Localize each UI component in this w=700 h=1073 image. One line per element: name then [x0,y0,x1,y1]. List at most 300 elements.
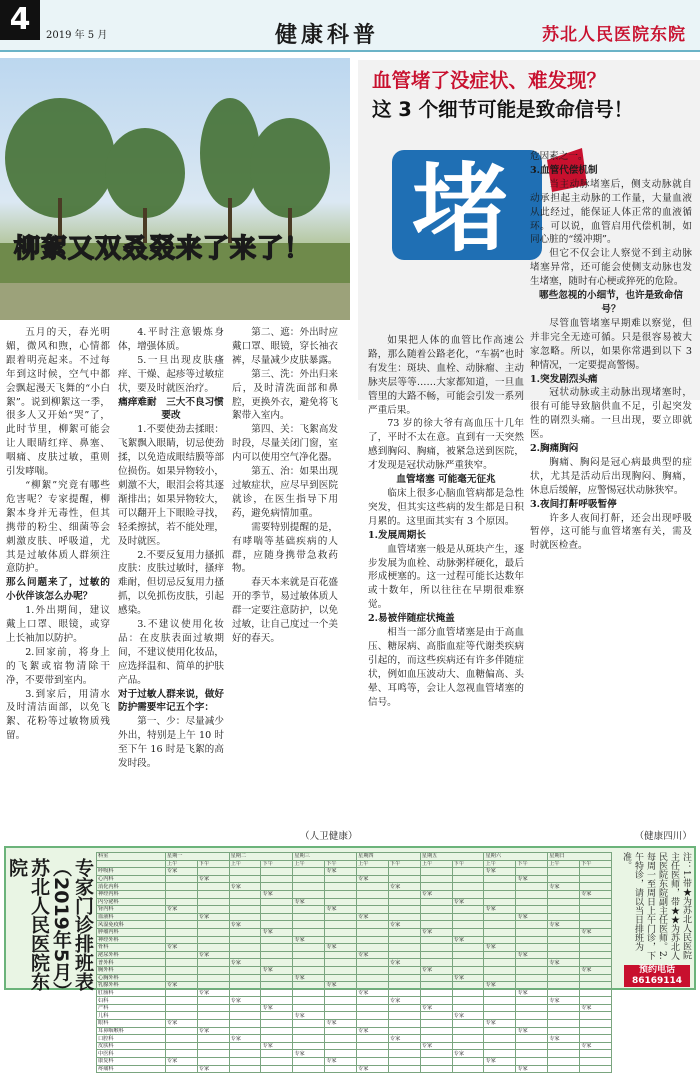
empty-cell [484,898,516,906]
empty-cell [484,921,516,929]
table-subheader-cell: 上午 [293,860,325,868]
empty-cell [165,966,197,974]
phone-number: 86169114 [631,976,683,986]
empty-cell [388,951,420,959]
table-subheader-cell: 下午 [325,860,357,868]
table-subheader-cell: 下午 [452,860,484,868]
empty-cell [261,868,293,876]
empty-cell [548,1020,580,1028]
phone-label: 预约电话 [638,965,675,975]
doctor-cell: 专家 [325,1058,357,1066]
empty-cell [516,1042,548,1050]
table-row [97,1058,612,1066]
empty-cell [452,928,484,936]
table-row [97,1042,612,1050]
empty-cell [580,951,612,959]
empty-cell [165,913,197,921]
empty-cell [229,944,261,952]
empty-cell [229,868,261,876]
empty-cell [580,1035,612,1043]
table-subheader-cell: 下午 [388,860,420,868]
empty-cell [165,921,197,929]
empty-cell [484,913,516,921]
empty-cell [516,890,548,898]
table-row [97,944,612,952]
empty-cell [229,875,261,883]
empty-cell [261,1065,293,1073]
dept-cell: 骨科 [97,944,166,952]
empty-cell [516,898,548,906]
empty-cell [229,966,261,974]
empty-cell [420,883,452,891]
dept-cell: 神经内科 [97,890,166,898]
table-subheader-row [97,860,612,868]
doctor-cell: 专家 [452,1050,484,1058]
table-row [97,1020,612,1028]
empty-cell [548,1012,580,1020]
empty-cell [357,959,389,967]
issue-date: 2019 年 5 月 [46,30,108,41]
empty-cell [580,989,612,997]
dept-cell: 康复科 [97,1058,166,1066]
doctor-cell: 专家 [197,913,229,921]
doctor-cell: 专家 [229,959,261,967]
empty-cell [261,1050,293,1058]
doctor-cell: 专家 [388,883,420,891]
empty-cell [325,966,357,974]
empty-cell [229,1065,261,1073]
dept-cell: 消化内科 [97,883,166,891]
empty-cell [293,1065,325,1073]
table-row [97,928,612,936]
empty-cell [580,1020,612,1028]
empty-cell [516,944,548,952]
empty-cell [229,1004,261,1012]
empty-cell [325,928,357,936]
empty-cell [452,989,484,997]
empty-cell [325,913,357,921]
empty-cell [388,1020,420,1028]
empty-cell [452,1035,484,1043]
empty-cell [420,875,452,883]
empty-cell [452,868,484,876]
doctor-cell: 专家 [197,875,229,883]
empty-cell [516,1004,548,1012]
empty-cell [420,997,452,1005]
table-row [97,1035,612,1043]
empty-cell [261,1012,293,1020]
dept-cell: 心内科 [97,875,166,883]
empty-cell [388,906,420,914]
empty-cell [388,1050,420,1058]
table-header-cell: 星期六 [484,853,548,861]
empty-cell [388,1012,420,1020]
doctor-cell: 专家 [484,1020,516,1028]
paragraph: 4.平时注意锻炼身体，增强体质。 [118,327,224,352]
empty-cell [388,868,420,876]
empty-cell [580,997,612,1005]
doctor-cell: 专家 [484,982,516,990]
booking-phone [624,965,690,987]
table-subheader-cell: 上午 [548,860,580,868]
dept-cell: 胸外科 [97,966,166,974]
table-row [97,921,612,929]
empty-cell [165,875,197,883]
doctor-cell: 专家 [197,951,229,959]
paragraph: 第五、治：如果出现过敏症状，应尽早到医院就诊，在医生指导下用药，避免病情加重。 [232,466,338,519]
empty-cell [261,898,293,906]
doctor-cell: 专家 [357,1065,389,1073]
empty-cell [548,898,580,906]
empty-cell [548,1050,580,1058]
empty-cell [261,1027,293,1035]
empty-cell [516,883,548,891]
doctor-cell: 专家 [261,890,293,898]
table-row [97,982,612,990]
doctor-cell: 专家 [516,989,548,997]
empty-cell [388,1058,420,1066]
empty-cell [165,1065,197,1073]
empty-cell [293,989,325,997]
header-rule [0,50,700,52]
paragraph: 血管堵塞一般是从斑块产生，逐步发展为血栓、动脉粥样硬化，最后形成梗塞的。这一过程可能长达数年或十数年，所以往往在早期很难察觉。 [368,543,524,611]
doctor-cell: 专家 [452,1012,484,1020]
right-column-b [530,150,692,826]
empty-cell [420,944,452,952]
empty-cell [293,1027,325,1035]
empty-cell [548,1004,580,1012]
doctor-cell: 专家 [357,989,389,997]
empty-cell [165,1027,197,1035]
empty-cell [420,989,452,997]
dept-cell: 泌尿外科 [97,951,166,959]
doctor-cell: 专家 [357,951,389,959]
empty-cell [452,1058,484,1066]
paragraph: 第二、遮：外出时应戴口罩、眼镜，穿长袖衣裤，尽量减少皮肤暴露。 [232,327,338,366]
empty-cell [293,868,325,876]
table-row [97,997,612,1005]
empty-cell [388,989,420,997]
article-title [372,66,633,124]
doctor-cell: 专家 [325,944,357,952]
paragraph: 3.不建议使用化妆品：在皮肤表面过敏期间，不建议使用化妆品，应选择温和、简单的护肤产品。 [118,619,224,686]
empty-cell [229,890,261,898]
doctor-cell: 专家 [293,936,325,944]
empty-cell [165,898,197,906]
empty-cell [484,1065,516,1073]
doctor-cell: 专家 [548,921,580,929]
empty-cell [516,974,548,982]
doctor-cell: 专家 [261,1042,293,1050]
empty-cell [261,989,293,997]
table-subheader-cell: 下午 [261,860,293,868]
doctor-cell: 专家 [580,890,612,898]
right-byline: （健康四川） [634,831,692,842]
willow-trees-illustration [0,58,350,320]
doctor-cell: 专家 [325,1020,357,1028]
title-line-1: 血管堵了没症状、难发现？ [372,69,607,92]
empty-cell [452,982,484,990]
empty-cell [580,906,612,914]
empty-cell [452,944,484,952]
empty-cell [293,906,325,914]
empty-cell [261,936,293,944]
empty-cell [516,966,548,974]
empty-cell [165,997,197,1005]
empty-cell [357,966,389,974]
paragraph: 相当一部分血管堵塞是由于高血压、糖尿病、高脂血症等代谢类疾病引起的，而这些疾病还有许多伴随症状，例如血压波动大、血糖偏高、头晕、耳鸣等，会让人忽视血管堵塞的信号。 [368,627,524,708]
empty-cell [261,1035,293,1043]
empty-cell [548,951,580,959]
empty-cell [229,974,261,982]
left-column-3 [232,326,338,826]
empty-cell [293,890,325,898]
doctor-cell: 专家 [325,868,357,876]
empty-cell [516,921,548,929]
empty-cell [197,1020,229,1028]
empty-cell [580,883,612,891]
paragraph: 当主动脉堵塞后，侧支动脉就自动承担起主动脉的工作量，大量血液从此经过，能保证人体正常的血液循环。可以说，血管启用代偿机制，如同心脏的“缓冲期”。 [530,178,692,246]
empty-cell [548,966,580,974]
empty-cell [325,898,357,906]
empty-cell [484,951,516,959]
table-header-cell: 星期一 [165,853,229,861]
doctor-cell: 专家 [420,1042,452,1050]
empty-cell [420,868,452,876]
empty-cell [229,1012,261,1020]
empty-cell [388,966,420,974]
table-row [97,936,612,944]
empty-cell [388,890,420,898]
doctor-cell: 专家 [357,1027,389,1035]
empty-cell [516,959,548,967]
empty-cell [197,1004,229,1012]
table-row [97,974,612,982]
empty-cell [548,1058,580,1066]
empty-cell [484,936,516,944]
empty-cell [229,936,261,944]
empty-cell [452,959,484,967]
doctor-cell: 专家 [420,928,452,936]
empty-cell [261,959,293,967]
paragraph: 1.不要使劲去揉眼：飞絮飘入眼睛，切忌使劲揉，以免造成眼结膜等部位损伤。如果异物较小，刺激不大，眼泪会将其逐渐排出；如果异物较大，可以翻开上下眼睑寻找，轻柔擦拭，若不能处理，及时就医。 [118,424,224,547]
table-row [97,875,612,883]
empty-cell [548,982,580,990]
doctor-cell: 专家 [261,966,293,974]
doctor-cell: 专家 [197,1027,229,1035]
dept-cell: 耳鼻咽喉科 [97,1027,166,1035]
paragraph: 73 岁的徐大爷有高血压十几年了，平时不太在意。直到有一天突然感到胸闷、胸痛，被紧急送到医院，才发现是冠状动脉严重狭窄。 [368,418,524,472]
empty-cell [548,890,580,898]
table-row [97,898,612,906]
table-row [97,989,612,997]
empty-cell [197,966,229,974]
empty-cell [293,928,325,936]
doctor-cell: 专家 [357,913,389,921]
table-row [97,868,612,876]
empty-cell [325,1065,357,1073]
dept-cell: 肾内科 [97,906,166,914]
empty-cell [516,936,548,944]
table-header-cell: 星期日 [548,853,612,861]
empty-cell [357,997,389,1005]
empty-cell [484,997,516,1005]
empty-cell [516,1058,548,1066]
empty-cell [452,1027,484,1035]
empty-cell [165,959,197,967]
empty-cell [580,974,612,982]
dept-cell: 疼痛科 [97,1065,166,1073]
empty-cell [229,951,261,959]
table-row [97,890,612,898]
empty-cell [229,1027,261,1035]
empty-cell [165,1004,197,1012]
empty-cell [484,1004,516,1012]
doctor-cell: 专家 [165,906,197,914]
empty-cell [325,890,357,898]
empty-cell [165,974,197,982]
doctor-cell: 专家 [197,989,229,997]
empty-cell [548,944,580,952]
empty-cell [165,1050,197,1058]
empty-cell [388,1042,420,1050]
table-row [97,959,612,967]
doctor-cell: 专家 [516,913,548,921]
doctor-cell: 专家 [452,974,484,982]
doctor-cell: 专家 [388,921,420,929]
paragraph: 1.外出期间，建议戴上口罩、眼镜，或穿上长袖加以防护。 [6,605,110,644]
doctor-cell: 专家 [325,982,357,990]
empty-cell [388,936,420,944]
empty-cell [293,1004,325,1012]
table-row [97,883,612,891]
empty-cell [388,982,420,990]
empty-cell [548,906,580,914]
subheading: 血管堵塞 可能毫无征兆 [396,474,496,486]
empty-cell [484,959,516,967]
table-row [97,1012,612,1020]
paragraph: 第四、关：飞絮高发时段，尽量关闭门窗，室内可以使用空气净化器。 [232,424,338,464]
empty-cell [484,1042,516,1050]
empty-cell [197,906,229,914]
empty-cell [293,997,325,1005]
empty-cell [229,982,261,990]
paragraph: 冠状动脉或主动脉出现堵塞时，很有可能导致脑供血不足，引起突发性的剧烈头痛。一旦出现，要立即就医。 [530,387,692,441]
empty-cell [325,997,357,1005]
dept-cell: 普外科 [97,959,166,967]
dept-cell: 皮肤科 [97,1042,166,1050]
paragraph: 3.到家后，用清水及时清洁面部，以免飞絮、花粉等过敏物质残留。 [6,688,110,742]
empty-cell [388,928,420,936]
empty-cell [197,1012,229,1020]
empty-cell [580,1065,612,1073]
table-row [97,951,612,959]
empty-cell [420,1027,452,1035]
empty-cell [516,928,548,936]
empty-cell [357,1004,389,1012]
title-line-2: 这 3 个细节可能是致命信号！ [372,98,634,121]
empty-cell [452,1004,484,1012]
doctor-cell: 专家 [388,959,420,967]
doctor-cell: 专家 [516,1027,548,1035]
doctor-cell: 专家 [357,875,389,883]
empty-cell [484,1012,516,1020]
empty-cell [197,1042,229,1050]
doctor-cell: 专家 [165,982,197,990]
table-header-cell: 星期二 [229,853,293,861]
table-row [97,1004,612,1012]
empty-cell [357,890,389,898]
empty-cell [357,1042,389,1050]
empty-cell [580,913,612,921]
doctor-cell: 专家 [165,1058,197,1066]
doctor-cell: 专家 [197,1065,229,1073]
empty-cell [452,890,484,898]
doctor-cell: 专家 [516,875,548,883]
subheading: 1.突发剧烈头痛 [530,373,598,385]
paragraph: “柳絮”究竟有哪些危害呢？专家提醒，柳絮本身并无毒性，但其携带的粉尘、细菌等会刺激皮肤、呼吸道，尤其是过敏体质人群须注意防护。 [6,479,110,575]
empty-cell [261,997,293,1005]
subheading: 3.血管代偿机制 [530,164,598,176]
empty-cell [420,898,452,906]
empty-cell [548,1042,580,1050]
table-header-row [97,853,612,861]
subheading: 哪些忽视的小细节，也许是致命信号？ [539,290,683,315]
paragraph: 第一、少：尽量减少外出，特别是上午 10 时至下午 16 时是飞絮的高发时段。 [118,716,224,770]
empty-cell [293,959,325,967]
paragraph: 但它不仅会让人察觉不到主动脉堵塞异常，还可能会使侧支动脉也发生堵塞，随时有心梗或猝死的危险。 [530,248,692,288]
table-row [97,913,612,921]
empty-cell [452,966,484,974]
doctor-cell: 专家 [420,890,452,898]
empty-cell [580,1058,612,1066]
table-subheader-cell: 下午 [197,860,229,868]
paragraph: 5.一旦出现皮肤瘙痒、干燥、起疹等过敏症状，要及时就医治疗。 [118,354,224,394]
empty-cell [516,997,548,1005]
empty-cell [261,875,293,883]
table-subheader-cell: 上午 [165,860,197,868]
empty-cell [165,936,197,944]
doctor-cell: 专家 [484,868,516,876]
empty-cell [388,898,420,906]
doctor-cell: 专家 [516,951,548,959]
empty-cell [420,1050,452,1058]
dept-cell: 心胸外科 [97,974,166,982]
empty-cell [420,1012,452,1020]
doctor-cell: 专家 [516,1065,548,1073]
empty-cell [325,936,357,944]
empty-cell [165,951,197,959]
empty-cell [484,1027,516,1035]
table-subheader-cell: 下午 [516,860,548,868]
dept-cell: 神经外科 [97,936,166,944]
empty-cell [261,1020,293,1028]
dept-cell: 肿瘤内科 [97,928,166,936]
empty-cell [420,1065,452,1073]
empty-cell [420,974,452,982]
empty-cell [357,868,389,876]
table-row [97,966,612,974]
empty-cell [197,974,229,982]
empty-cell [293,1042,325,1050]
empty-cell [197,982,229,990]
empty-cell [357,1050,389,1058]
empty-cell [293,913,325,921]
schedule-table [96,852,612,1073]
empty-cell [165,890,197,898]
empty-cell [197,997,229,1005]
empty-cell [325,875,357,883]
